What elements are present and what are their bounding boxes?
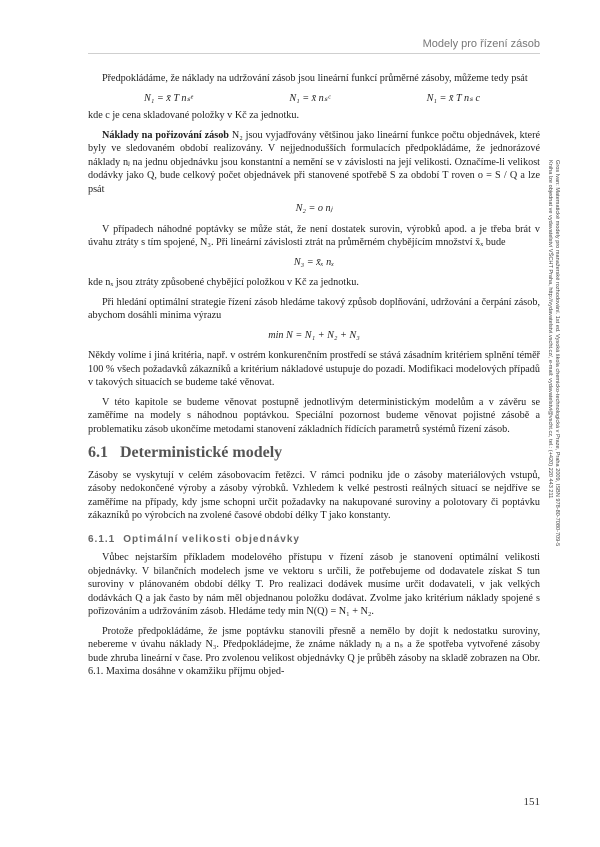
paragraph-optimal-order-size: Vůbec nejstarším příkladem modelového přístupu v řízení zásob je stanovení optimální velikosti objednávky. V bilančních modelech jsme ve vektoru s určili, že potřebujeme od dodavatele získat S tun suroviny v plánovaném období délky T. Pro realizaci dodávek musíme určit dodavateli, v jak velkých dodávkách Q a jak často by nám měl objednanou položku dodávat. Zvolme jako kritérium náklady spojené s pořizováním a udržováním zásob. Hledáme tedy min N(Q) = N₁ + N₂. bbox=[88, 552, 540, 617]
running-header: Modely pro řízení zásob bbox=[422, 38, 540, 50]
page-body bbox=[88, 72, 540, 685]
ordering-costs-text: N₂ jsou vyjadřovány většinou jako lineární funkce počtu objednávek, které byly ve sledovaném období realizovány. V nejjednodušších formulacích předpokládáme, že jednorázové náklady nⱼ na jednu objednávku jsou konstantní a nemění se v závislosti na její velikosti. Označíme-li velikost dodávky jako Q, bude celkový počet objednávek při stanovené spotřebě S za období T roven o = S / Q a lze psát bbox=[88, 129, 540, 195]
paragraph-optimal-strategy: Při hledání optimální strategie řízení zásob hledáme takový způsob doplňování, udržování a čerpání zásob, abychom dosáhli minima výrazu bbox=[88, 296, 540, 321]
section-number: 6.1 bbox=[88, 444, 108, 461]
paragraph-shortage-note: kde nₓ jsou ztráty způsobené chybějící položkou v Kč za jednotku. bbox=[88, 277, 359, 288]
paragraph-holding-costs-note: kde c je cena skladované položky v Kč za jednotku. bbox=[88, 110, 300, 121]
sidebar-line-2: Kniha lze objednat ve vydavatelství VŠCHT Praha, http://vydavatelstvi.vscht.cz/, e-mail: vydavatelstvi@vscht.cz, tel.: (+420) 220 443 211 bbox=[547, 160, 553, 499]
formula-holding-costs bbox=[88, 92, 540, 106]
section-heading bbox=[88, 446, 540, 460]
subsection-number: 6.1.1 bbox=[88, 533, 116, 545]
subsection-title: Optimální velikosti objednávky bbox=[123, 533, 300, 545]
paragraph-ordering-costs bbox=[88, 129, 540, 197]
ordering-costs-lead: Náklady na pořizování zásob bbox=[102, 129, 229, 141]
paragraph-other-criteria: Někdy volíme i jiná kritéria, např. v ostrém konkurenčním prostředí se stává zásadním kritériem splnění téměř 100 % všech požadavků zákazníků a kritérium nákladové ustupuje do pozadí. Modifikaci modelových případů v takových situacích se budeme také věnovat. bbox=[88, 350, 540, 388]
paragraph-holding-costs-intro: Předpokládáme, že náklady na udržování zásob jsou lineární funkcí průměrné zásoby, můžeme tedy psát bbox=[102, 73, 528, 84]
header-rule bbox=[88, 53, 540, 54]
sidebar-line-1: Gros Ivan: Matematické modely pro manažerské rozhodování. 1st ed. Vysoká škola chemicko-technologická v Praze, Praha 2009, ISBN 978-80-7080-709-5 bbox=[554, 160, 560, 547]
formula-variant-1: N₁ = x̄ T nₛᵉ bbox=[144, 92, 193, 104]
page-number: 151 bbox=[523, 796, 540, 808]
section-title: Deterministické modely bbox=[120, 444, 283, 461]
subsection-heading bbox=[88, 533, 540, 547]
paragraph-chapter-overview: V této kapitole se budeme věnovat postupně jednotlivým deterministickým modelům a v závěru se zaměříme na modely s náhodnou poptávkou. Speciální pozornost budeme věnovat pojistné zásobě a problematiku zásob ukončíme metodami stanovení základních řídících parametrů systémů řízení zásob. bbox=[88, 396, 540, 435]
paragraph-shortage-costs: V případech náhodné poptávky se může stát, že není dostatek surovin, výrobků apod. a je třeba brát v úvahu ztráty s tím spojené, N₃. Při lineární závislosti ztrát na průměrném chybějícím množství x̄ₓ bude bbox=[88, 223, 540, 248]
formula-variant-3: N₁ = x̄ T nₛ c bbox=[426, 92, 480, 104]
formula-variant-2: N₁ = x̄ nₛᶜ bbox=[289, 92, 331, 104]
paragraph-deterministic-models: Zásoby se vyskytují v celém zásobovacím řetězci. V rámci podniku jde o zásoby materiálových vstupů, zásoby nedokončené výroby a zásoby výrobků. Vzhledem k velké pestrosti reálných situací se nejdříve se zaměříme na případy, kdy jsme schopni určit požadavky na nakupované suroviny a polotovary či poptávku zákazníků po výrobcích na zvolené časové období délky T jako konstanty. bbox=[88, 469, 540, 521]
formula-ordering-costs: N₂ = o nⱼ bbox=[295, 203, 333, 214]
copyright-sidebar bbox=[546, 160, 560, 560]
paragraph-demand-assumption: Protože předpokládáme, že jsme poptávku stanovili přesně a nemělo by dojít k nedostatku suroviny, nebereme v úvahu náklady N₃. Předpokládejme, že známe náklady nⱼ a nₛ a že spotřeba vytvořené zásoby bude zhruba lineární v čase. Pro zvolenou velikost objednávky Q je průběh zásoby na skladě zobrazen na Obr. 6.1. Maxima dosáhne v okamžiku příjmu objed- bbox=[88, 625, 540, 677]
formula-total-cost: min N = N₁ + N₂ + N₃ bbox=[268, 329, 360, 341]
formula-shortage-costs: N₃ = x̄ₓ nₓ bbox=[293, 256, 335, 268]
